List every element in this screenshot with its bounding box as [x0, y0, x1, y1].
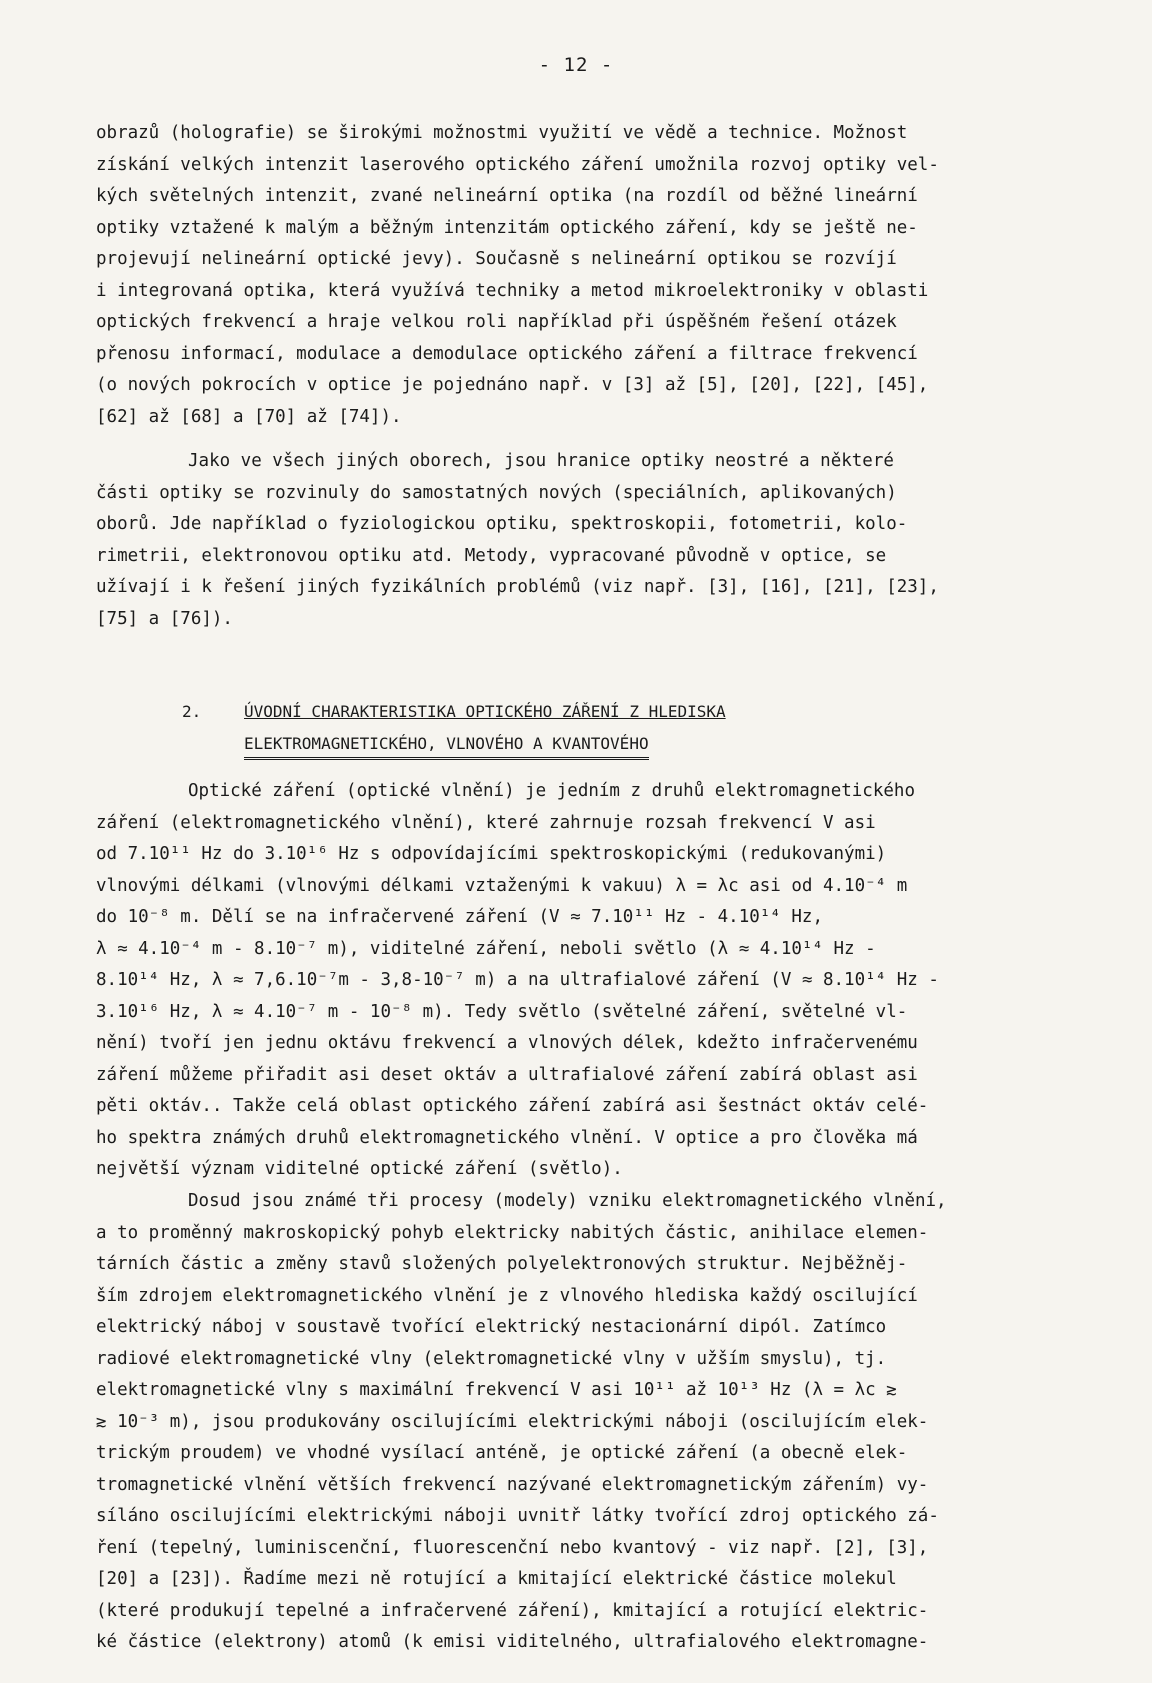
text-line: kých světelných intenzit, zvané nelineární optika (na rozdíl od běžné lineární [96, 186, 918, 206]
text-line: ho spektra známých druhů elektromagnetického vlnění. V optice a pro člověka má [96, 1127, 918, 1148]
text-line: přenosu informací, modulace a demodulace optického záření a filtrace frekvencí [96, 343, 918, 364]
text-line: optických frekvencí a hraje velkou roli například při úspěšném řešení otázek [96, 312, 897, 332]
text-line: projevují nelineární optické jevy). Současně s nelineární optikou se rozvíjí [96, 249, 897, 269]
text-line: užívají i k řešení jiných fyzikálních problémů (viz např. [3], [16], [21], [23], [96, 577, 939, 597]
text-line: nění) tvoří jen jednu oktávu frekvencí a vlnových délek, kdežto infračervenému [96, 1033, 918, 1053]
text-line: elektromagnetické vlny s maximální frekvencí V asi 10¹¹ až 10¹³ Hz (λ = λc ≳ [96, 1380, 897, 1400]
text-line: elektrický náboj v soustavě tvořící elektrický nestacionární dipól. Zatímco [96, 1317, 887, 1337]
text-line: části optiky se rozvinuly do samostatných nových (speciálních, aplikovaných) [96, 482, 897, 503]
paragraph-4 [96, 1186, 1111, 1659]
text-line: největší význam viditelné optické záření (světlo). [96, 1159, 623, 1179]
paragraph-2 [96, 446, 1111, 635]
text-line: ším zdrojem elektromagnetického vlnění je z vlnového hlediska každý oscilující [96, 1285, 918, 1306]
text-line: záření můžeme přiřadit asi deset oktáv a ultrafialové záření zabírá oblast asi [96, 1064, 918, 1085]
text-line: vlnovými délkami (vlnovými délkami vztaženými k vakuu) λ = λc asi od 4.10⁻⁴ m [96, 875, 908, 896]
text-line: λ ≈ 4.10⁻⁴ m - 8.10⁻⁷ m), viditelné záření, neboli světlo (λ ≈ 4.10¹⁴ Hz - [96, 938, 876, 959]
text-line: i integrovaná optika, která využívá techniky a metod mikroelektroniky v oblasti [96, 280, 929, 301]
section-number: 2. [182, 702, 202, 721]
text-line: získání velkých intenzit laserového optického záření umožnila rozvoj optiky vel- [96, 154, 939, 175]
text-line: 8.10¹⁴ Hz, λ ≈ 7,6.10⁻⁷m - 3,8-10⁻⁷ m) a na ultrafialové záření (V ≈ 8.10¹⁴ Hz - [96, 970, 939, 990]
section-heading [182, 696, 1062, 760]
section-title-line-2: ELEKTROMAGNETICKÉHO, VLNOVÉHO A KVANTOVÉHO [244, 733, 649, 760]
text-line: (které produkují tepelné a infračervené záření), kmitající a rotující elektric- [96, 1600, 929, 1621]
text-line: obrazů (holografie) se širokými možnostmi využití ve vědě a technice. Možnost [96, 123, 908, 143]
paragraph-3 [96, 776, 1111, 1186]
text-line: trickým proudem) ve vhodné vysílací anténě, je optické záření (a obecně elek- [96, 1443, 908, 1463]
text-line: do 10⁻⁸ m. Dělí se na infračervené záření (V ≈ 7.10¹¹ Hz - 4.10¹⁴ Hz, [96, 907, 823, 927]
text-line: pěti oktáv.. Takže celá oblast optického záření zabírá asi šestnáct oktáv celé- [96, 1096, 929, 1116]
paragraph-1 [96, 118, 1111, 433]
text-line: tromagnetické vlnění větších frekvencí nazývané elektromagnetickým zářením) vy- [96, 1474, 929, 1495]
text-line: [62] až [68] a [70] až [74]). [96, 406, 402, 427]
text-line: záření (elektromagnetického vlnění), které zahrnuje rozsah frekvencí V asi [96, 812, 876, 833]
text-line: 3.10¹⁶ Hz, λ ≈ 4.10⁻⁷ m - 10⁻⁸ m). Tedy světlo (světelné záření, světelné vl- [96, 1001, 908, 1022]
text-line: [20] a [23]). Řadíme mezi ně rotující a kmitající elektrické částice molekul [96, 1569, 897, 1589]
text-line: a to proměnný makroskopický pohyb elektricky nabitých částic, anihilace elemen- [96, 1222, 929, 1243]
text-line: tárních částic a změny stavů složených polyelektronových struktur. Nejběžněj- [96, 1254, 908, 1274]
text-line: ření (tepelný, luminiscenční, fluorescenční nebo kvantový - viz např. [2], [3], [96, 1537, 929, 1558]
text-line: [75] a [76]). [96, 608, 233, 629]
text-line: optiky vztažené k malým a běžným intenzitám optického záření, kdy se ještě ne- [96, 217, 918, 238]
section-title-line-1: ÚVODNÍ CHARAKTERISTIKA OPTICKÉHO ZÁŘENÍ Z HLEDISKA [244, 702, 726, 721]
text-line: Dosud jsou známé tři procesy (modely) vzniku elektromagnetického vlnění, [188, 1191, 947, 1211]
text-line: radiové elektromagnetické vlny (elektromagnetické vlny v užším smyslu), tj. [96, 1348, 887, 1369]
text-line: rimetrii, elektronovou optiku atd. Metody, vypracované původně v optice, se [96, 545, 887, 566]
page-number: - 12 - [538, 54, 614, 76]
text-line: (o nových pokrocích v optice je pojednáno např. v [3] až [5], [20], [22], [45], [96, 375, 929, 395]
text-line: ≳ 10⁻³ m), jsou produkovány oscilujícími elektrickými náboji (oscilujícím elek- [96, 1411, 929, 1432]
text-line: ké částice (elektrony) atomů (k emisi viditelného, ultrafialového elektromagne- [96, 1632, 929, 1652]
text-line: oborů. Jde například o fyziologickou optiku, spektroskopii, fotometrii, kolo- [96, 514, 908, 534]
text-line: Jako ve všech jiných oborech, jsou hranice optiky neostré a některé [188, 451, 894, 471]
text-line: síláno oscilujícími elektrickými náboji uvnitř látky tvořící zdroj optického zá- [96, 1506, 939, 1526]
text-line: od 7.10¹¹ Hz do 3.10¹⁶ Hz s odpovídajícími spektroskopickými (redukovanými) [96, 844, 887, 864]
text-line: Optické záření (optické vlnění) je jedním z druhů elektromagnetického [188, 781, 915, 801]
